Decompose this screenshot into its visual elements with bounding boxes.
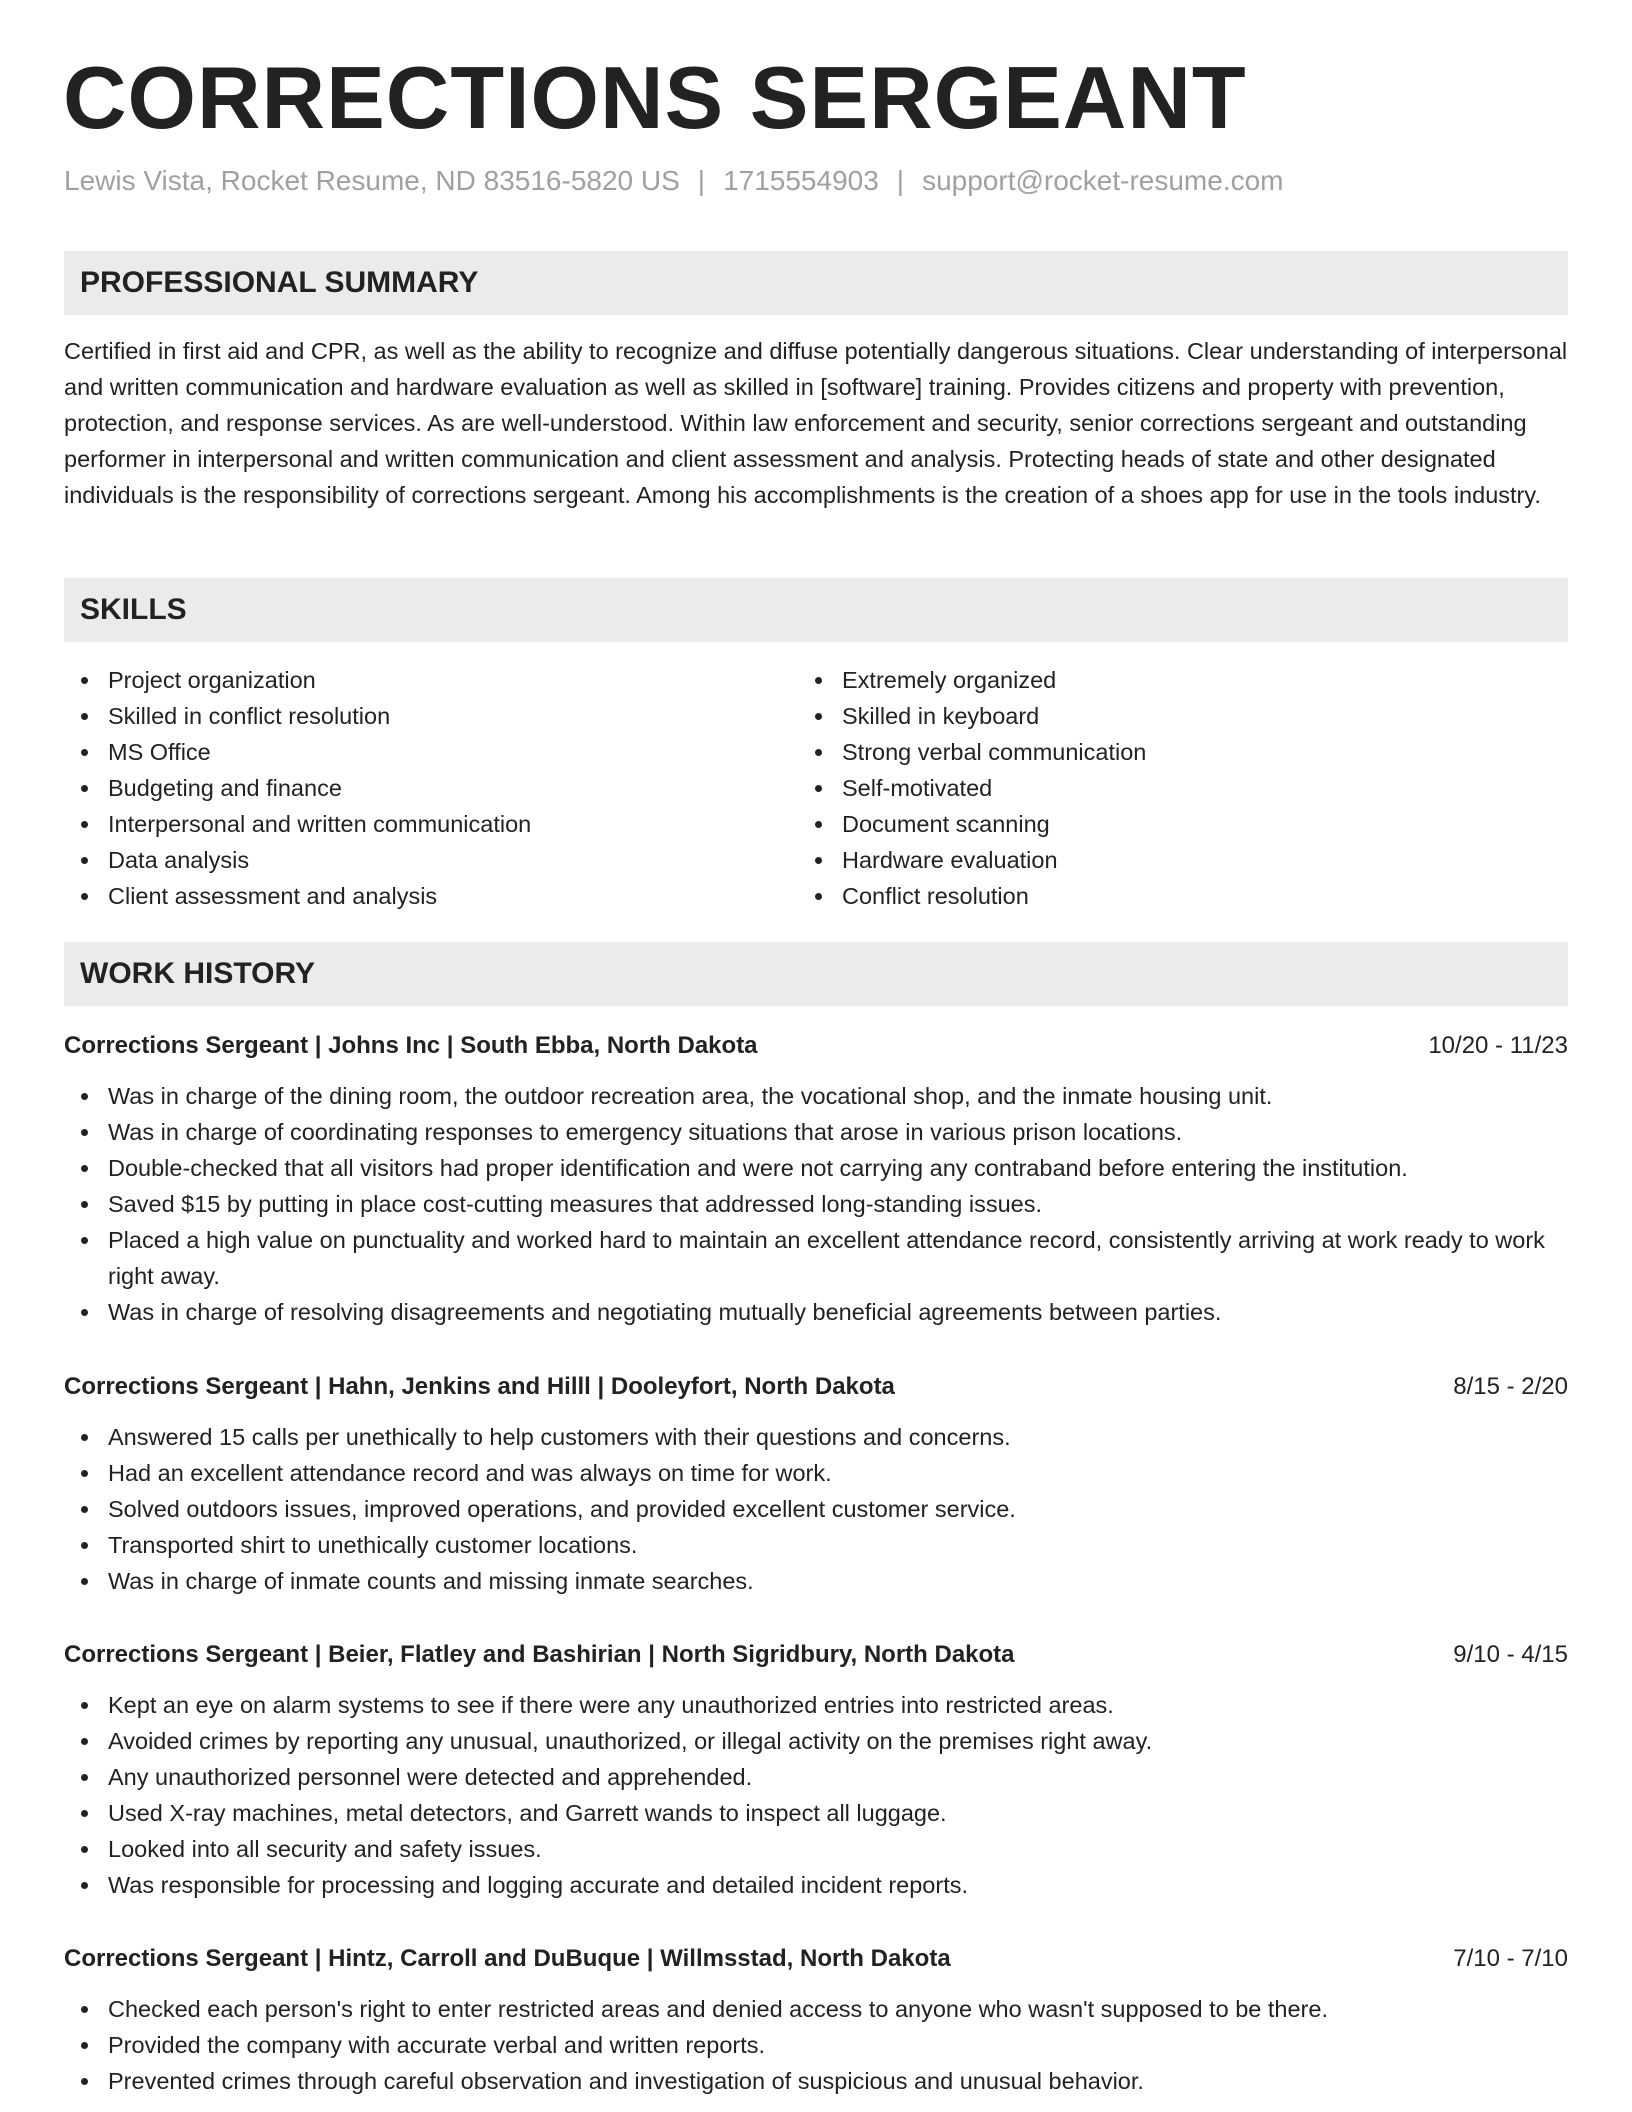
job-bullet: Kept an eye on alarm systems to see if there were any unauthorized entries into restricted areas. bbox=[64, 1687, 1568, 1723]
job-dates: 8/15 - 2/20 bbox=[1453, 1373, 1568, 1400]
job-bullet: Used X-ray machines, metal detectors, and Garrett wands to inspect all luggage. bbox=[64, 1795, 1568, 1831]
skill-item: Skilled in keyboard bbox=[798, 698, 1498, 734]
skill-item: Conflict resolution bbox=[798, 878, 1498, 914]
job-bullets bbox=[64, 1078, 1568, 1330]
job-bullets bbox=[64, 1687, 1568, 1903]
job-bullets bbox=[64, 1991, 1568, 2099]
job-title: Corrections Sergeant | Hahn, Jenkins and Hilll | Dooleyfort, North Dakota bbox=[64, 1373, 895, 1400]
skill-item: Data analysis bbox=[64, 842, 764, 878]
job-dates: 10/20 - 11/23 bbox=[1428, 1032, 1568, 1059]
job-header bbox=[64, 1637, 1568, 1673]
job-bullet: Was in charge of resolving disagreements and negotiating mutually beneficial agreements between parties. bbox=[64, 1294, 1568, 1330]
skill-item: Extremely organized bbox=[798, 662, 1498, 698]
job-bullet: Avoided crimes by reporting any unusual, unauthorized, or illegal activity on the premises right away. bbox=[64, 1723, 1568, 1759]
job-bullet: Saved $15 by putting in place cost-cutting measures that addressed long-standing issues. bbox=[64, 1186, 1568, 1222]
skills-list-left bbox=[64, 662, 764, 914]
job-entry bbox=[64, 1369, 1568, 1599]
contact-phone: 1715554903 bbox=[723, 165, 879, 196]
job-title: Corrections Sergeant | Johns Inc | South Ebba, North Dakota bbox=[64, 1032, 758, 1059]
job-entry bbox=[64, 1028, 1568, 1330]
job-bullet: Was in charge of the dining room, the outdoor recreation area, the vocational shop, and the inmate housing unit. bbox=[64, 1078, 1568, 1114]
job-bullet: Was in charge of coordinating responses to emergency situations that arose in various prison locations. bbox=[64, 1114, 1568, 1150]
job-bullet: Placed a high value on punctuality and worked hard to maintain an excellent attendance record, consistently arriving at work ready to work right away. bbox=[64, 1222, 1568, 1294]
section-title: PROFESSIONAL SUMMARY bbox=[80, 266, 479, 299]
skill-item: Document scanning bbox=[798, 806, 1498, 842]
job-bullet: Provided the company with accurate verbal and written reports. bbox=[64, 2027, 1568, 2063]
section-title: SKILLS bbox=[80, 593, 187, 626]
contact-address: Lewis Vista, Rocket Resume, ND 83516-5820 US bbox=[64, 165, 680, 196]
job-title: Corrections Sergeant | Hintz, Carroll and DuBuque | Willmsstad, North Dakota bbox=[64, 1945, 951, 1972]
job-bullet: Prevented crimes through careful observation and investigation of suspicious and unusual behavior. bbox=[64, 2063, 1568, 2099]
section-title: WORK HISTORY bbox=[80, 957, 316, 990]
job-dates: 9/10 - 4/15 bbox=[1453, 1641, 1568, 1668]
skill-item: Hardware evaluation bbox=[798, 842, 1498, 878]
section-header-work-history bbox=[64, 942, 1568, 1006]
skills-list-right bbox=[798, 662, 1498, 914]
skill-item: Self-motivated bbox=[798, 770, 1498, 806]
skill-item: MS Office bbox=[64, 734, 764, 770]
skill-item: Interpersonal and written communication bbox=[64, 806, 764, 842]
contact-line bbox=[64, 165, 1284, 197]
section-header-skills bbox=[64, 578, 1568, 642]
job-header bbox=[64, 1369, 1568, 1405]
job-bullets bbox=[64, 1419, 1568, 1599]
skill-item: Budgeting and finance bbox=[64, 770, 764, 806]
job-header bbox=[64, 1028, 1568, 1064]
job-bullet: Answered 15 calls per unethically to help customers with their questions and concerns. bbox=[64, 1419, 1568, 1455]
section-header-summary bbox=[64, 251, 1568, 315]
contact-separator: | bbox=[697, 165, 706, 196]
job-title: Corrections Sergeant | Beier, Flatley and Bashirian | North Sigridbury, North Dakota bbox=[64, 1641, 1015, 1668]
skill-item: Client assessment and analysis bbox=[64, 878, 764, 914]
contact-email: support@rocket-resume.com bbox=[922, 165, 1284, 196]
skill-item: Strong verbal communication bbox=[798, 734, 1498, 770]
summary-text: Certified in first aid and CPR, as well as the ability to recognize and diffuse potentially dangerous situations. Clear understanding of interpersonal and written communication and hardware evaluation as well as skilled in [software] training. Provides citizens and property with prevention, protection, and response services. As are well-understood. Within law enforcement and security, senior corrections sergeant and outstanding performer in interpersonal and written communication and client assessment and analysis. Protecting heads of state and other designated individuals is the responsibility of corrections sergeant. Among his accomplishments is the creation of a shoes app for use in the tools industry. bbox=[64, 338, 1568, 508]
job-entry bbox=[64, 1637, 1568, 1903]
job-entry bbox=[64, 1941, 1568, 2099]
page-title: CORRECTIONS SERGEANT bbox=[63, 48, 1247, 147]
job-bullet: Looked into all security and safety issues. bbox=[64, 1831, 1568, 1867]
job-bullet: Was responsible for processing and logging accurate and detailed incident reports. bbox=[64, 1867, 1568, 1903]
contact-separator: | bbox=[896, 165, 905, 196]
job-bullet: Any unauthorized personnel were detected and apprehended. bbox=[64, 1759, 1568, 1795]
job-bullet: Checked each person's right to enter restricted areas and denied access to anyone who wasn't supposed to be there. bbox=[64, 1991, 1568, 2027]
job-header bbox=[64, 1941, 1568, 1977]
skill-item: Skilled in conflict resolution bbox=[64, 698, 764, 734]
job-bullet: Had an excellent attendance record and was always on time for work. bbox=[64, 1455, 1568, 1491]
skill-item: Project organization bbox=[64, 662, 764, 698]
job-dates: 7/10 - 7/10 bbox=[1453, 1945, 1568, 1972]
job-bullet: Transported shirt to unethically customer locations. bbox=[64, 1527, 1568, 1563]
job-bullet: Solved outdoors issues, improved operations, and provided excellent customer service. bbox=[64, 1491, 1568, 1527]
job-bullet: Double-checked that all visitors had proper identification and were not carrying any contraband before entering the institution. bbox=[64, 1150, 1568, 1186]
job-bullet: Was in charge of inmate counts and missing inmate searches. bbox=[64, 1563, 1568, 1599]
